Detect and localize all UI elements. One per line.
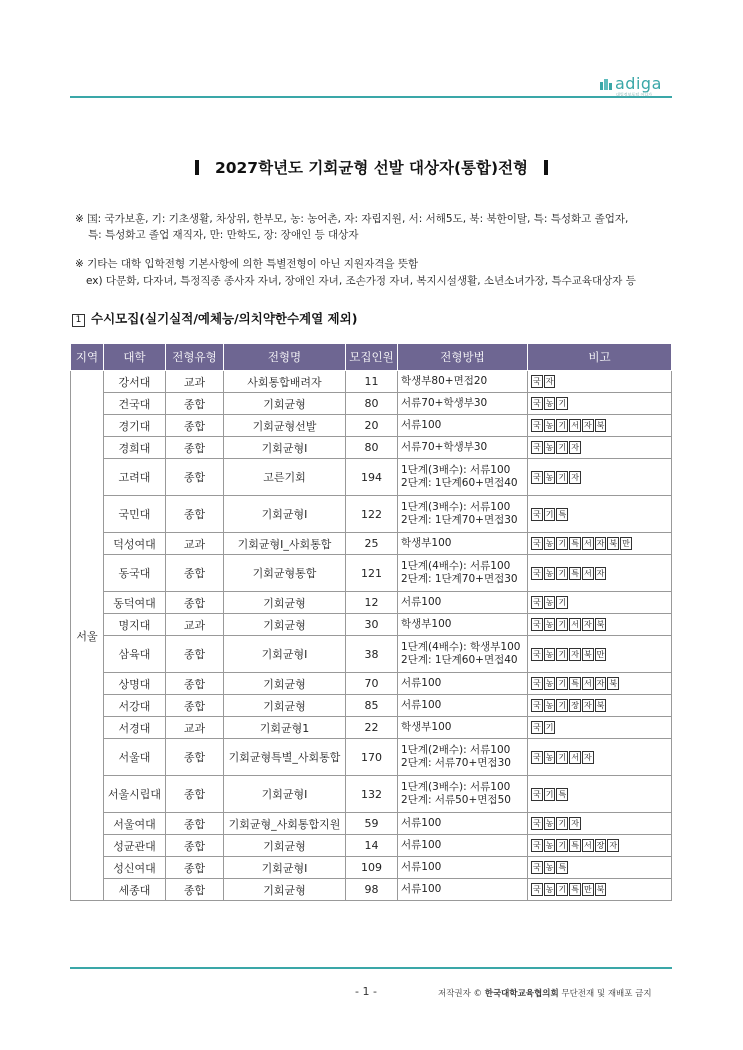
eligibility-tag: 국	[533, 649, 541, 659]
eligibility-tag: 농	[545, 620, 554, 630]
method-cell	[398, 393, 528, 415]
eligibility-tag: 국	[533, 472, 541, 482]
type-cell: 종합	[166, 459, 224, 496]
eligibility-tag: 자	[596, 679, 605, 689]
eligibility-tag: 국	[533, 679, 541, 689]
method-line: 1단계(3배수): 서류100	[401, 781, 511, 793]
university-cell: 명지대	[104, 614, 166, 636]
eligibility-tag: 기	[558, 649, 567, 659]
university-cell: 덕성여대	[104, 533, 166, 555]
remarks-cell	[528, 592, 672, 614]
program-name-cell: 기회균형	[224, 614, 346, 636]
table-row	[71, 393, 672, 415]
eligibility-tag: 농	[545, 568, 554, 578]
university-cell: 세종대	[104, 879, 166, 901]
method-line: 2단계: 1단계70+면접30	[401, 573, 518, 585]
eligibility-tag: 자	[583, 620, 592, 630]
logo-tagline: 대입정보포털 어디가	[616, 92, 653, 97]
remarks-cell	[528, 636, 672, 673]
program-name-cell: 기회균형Ⅰ	[224, 776, 346, 813]
type-cell: 종합	[166, 695, 224, 717]
remarks-cell	[528, 673, 672, 695]
program-name-cell: 기회균형Ⅰ_사회통합	[224, 533, 346, 555]
eligibility-tag: 특	[571, 885, 579, 895]
remarks-cell	[528, 695, 672, 717]
eligibility-tag: 자	[571, 443, 579, 453]
eligibility-tag: 자	[571, 472, 579, 482]
copyright-org: 한국대학교육협의회	[484, 989, 559, 999]
method-cell	[398, 555, 528, 592]
type-cell: 종합	[166, 496, 224, 533]
table-row	[71, 555, 672, 592]
eligibility-tag: 기	[558, 399, 567, 409]
eligibility-tag: 기	[558, 679, 567, 689]
page-title-text: 2027학년도 기회균형 선발 대상자(통합)전형	[214, 159, 529, 177]
remarks-cell	[528, 776, 672, 813]
method-cell	[398, 835, 528, 857]
remarks-cell	[528, 393, 672, 415]
eligibility-tag: 농	[545, 863, 554, 873]
program-name-cell: 기회균형Ⅰ	[224, 496, 346, 533]
university-cell: 서울여대	[104, 813, 166, 835]
type-cell: 교과	[166, 717, 224, 739]
eligibility-tag: 국	[533, 841, 541, 851]
column-header: 모집인원	[346, 344, 398, 371]
eligibility-tag: 국	[533, 620, 541, 630]
method-cell	[398, 415, 528, 437]
type-cell: 종합	[166, 393, 224, 415]
eligibility-tag: 농	[545, 539, 554, 549]
copyright-suffix: 무단전재 및 재배포 금지	[561, 989, 652, 999]
table-row	[71, 614, 672, 636]
university-cell: 삼육대	[104, 636, 166, 673]
eligibility-tag: 장	[596, 841, 605, 851]
eligibility-tag: 특	[558, 863, 567, 873]
method-line: 2단계: 서류70+면접30	[401, 757, 511, 769]
remarks-cell	[528, 555, 672, 592]
eligibility-tag: 북	[609, 539, 618, 549]
method-line: 서류70+학생부30	[401, 397, 488, 409]
eligibility-tag: 농	[545, 841, 554, 851]
eligibility-tag: 국	[533, 752, 541, 762]
university-cell: 서경대	[104, 717, 166, 739]
eligibility-tag: 농	[545, 819, 554, 829]
eligibility-tag: 서	[571, 421, 579, 431]
table-row	[71, 835, 672, 857]
eligibility-tag: 북	[609, 679, 618, 689]
eligibility-tag: 국	[533, 421, 541, 431]
eligibility-tag: 농	[545, 598, 554, 608]
method-line: 학생부100	[401, 618, 452, 630]
region-cell: 서울	[71, 371, 104, 901]
eligibility-tag: 농	[545, 421, 554, 431]
eligibility-tag: 국	[533, 509, 541, 519]
eligibility-tag: 국	[533, 863, 541, 873]
type-cell: 종합	[166, 415, 224, 437]
method-cell	[398, 614, 528, 636]
quota-cell: 98	[346, 879, 398, 901]
method-line: 서류70+학생부30	[401, 441, 488, 453]
eligibility-tag: 만	[596, 649, 605, 659]
type-cell: 종합	[166, 879, 224, 901]
method-cell	[398, 695, 528, 717]
remarks-cell	[528, 614, 672, 636]
eligibility-tag: 기	[558, 841, 567, 851]
program-name-cell: 기회균형특별_사회통합	[224, 739, 346, 776]
remarks-cell	[528, 739, 672, 776]
university-cell: 강서대	[104, 371, 166, 393]
other-note-1: ※ 기타는 대학 입학전형 기본사항에 의한 특별전형이 아닌 지원자격을 뜻함	[75, 258, 419, 270]
method-line: 2단계: 1단계60+면접40	[401, 654, 518, 666]
type-cell: 종합	[166, 437, 224, 459]
table-row	[71, 533, 672, 555]
method-line: 학생부80+면접20	[401, 375, 488, 387]
eligibility-tag: 국	[533, 443, 541, 453]
column-header: 비고	[528, 344, 672, 371]
eligibility-tag: 기	[558, 443, 567, 453]
eligibility-tag: 자	[545, 377, 554, 387]
quota-cell: 109	[346, 857, 398, 879]
program-name-cell: 기회균형Ⅰ	[224, 857, 346, 879]
eligibility-tag: 서	[571, 620, 579, 630]
page-title	[0, 156, 743, 178]
remarks-cell	[528, 496, 672, 533]
quota-cell: 121	[346, 555, 398, 592]
remarks-cell	[528, 437, 672, 459]
column-header: 전형방법	[398, 344, 528, 371]
eligibility-tag: 특	[571, 679, 579, 689]
type-cell: 교과	[166, 614, 224, 636]
remarks-cell	[528, 717, 672, 739]
eligibility-tag: 기	[558, 752, 567, 762]
type-cell: 종합	[166, 592, 224, 614]
header-rule	[70, 96, 672, 98]
eligibility-tag: 자	[571, 649, 579, 659]
copyright-notice	[438, 987, 652, 999]
type-cell: 종합	[166, 857, 224, 879]
method-cell	[398, 673, 528, 695]
table-row	[71, 496, 672, 533]
remarks-cell	[528, 835, 672, 857]
title-bar-left	[195, 160, 199, 175]
logo-wordmark: adiga	[615, 74, 662, 93]
method-line: 서류100	[401, 839, 442, 851]
remarks-cell	[528, 813, 672, 835]
eligibility-tag: 자	[571, 819, 579, 829]
footer-rule	[70, 967, 672, 969]
eligibility-tag: 북	[596, 885, 605, 895]
eligibility-tag: 국	[533, 539, 541, 549]
eligibility-tag: 북	[596, 620, 605, 630]
quota-cell: 59	[346, 813, 398, 835]
quota-cell: 12	[346, 592, 398, 614]
type-cell: 종합	[166, 673, 224, 695]
method-line: 서류100	[401, 596, 442, 608]
eligibility-tag: 기	[558, 568, 567, 578]
university-cell: 성균관대	[104, 835, 166, 857]
page-number: - 1 -	[355, 985, 377, 998]
table-row	[71, 459, 672, 496]
eligibility-tag: 만	[622, 539, 630, 549]
type-cell: 종합	[166, 813, 224, 835]
program-name-cell: 기회균형	[224, 695, 346, 717]
method-cell	[398, 592, 528, 614]
method-cell	[398, 459, 528, 496]
quota-cell: 80	[346, 393, 398, 415]
program-name-cell: 기회균형	[224, 673, 346, 695]
eligibility-tag: 기	[558, 539, 567, 549]
eligibility-tag: 서	[583, 679, 592, 689]
eligibility-tag: 자	[596, 568, 605, 578]
remarks-cell	[528, 459, 672, 496]
method-cell	[398, 776, 528, 813]
eligibility-tag: 기	[558, 472, 567, 482]
eligibility-tag: 자	[583, 701, 592, 711]
method-line: 서류100	[401, 817, 442, 829]
university-cell: 서울대	[104, 739, 166, 776]
method-cell	[398, 813, 528, 835]
eligibility-tag: 국	[533, 789, 541, 799]
section-title	[72, 309, 357, 327]
legend-note-1: ※ 国: 국가보훈, 기: 기초생활, 차상위, 한부모, 농: 농어촌, 자: 자립지원, 서: 서해5도, 북: 북한이탈, 특: 특성화고 졸업자,	[75, 213, 629, 225]
university-cell: 상명대	[104, 673, 166, 695]
table-row	[71, 673, 672, 695]
method-cell	[398, 533, 528, 555]
method-line: 1단계(4배수): 서류100	[401, 560, 511, 572]
eligibility-tag: 서	[583, 539, 592, 549]
method-line: 서류100	[401, 861, 442, 873]
quota-cell: 38	[346, 636, 398, 673]
type-cell: 종합	[166, 776, 224, 813]
quota-cell: 80	[346, 437, 398, 459]
quota-cell: 25	[346, 533, 398, 555]
remarks-cell	[528, 415, 672, 437]
eligibility-tag: 국	[533, 723, 541, 733]
program-name-cell: 기회균형	[224, 592, 346, 614]
program-name-cell: 기회균형통합	[224, 555, 346, 592]
eligibility-tag: 서	[571, 752, 579, 762]
eligibility-tag: 국	[533, 598, 541, 608]
eligibility-tag: 장	[571, 701, 579, 711]
eligibility-tag: 국	[533, 885, 541, 895]
eligibility-tag: 특	[558, 789, 567, 799]
remarks-cell	[528, 533, 672, 555]
section-number: 1	[72, 314, 85, 327]
eligibility-tag: 특	[571, 841, 579, 851]
table-row	[71, 592, 672, 614]
eligibility-tag: 농	[545, 649, 554, 659]
method-cell	[398, 437, 528, 459]
method-line: 서류100	[401, 419, 442, 431]
eligibility-tag: 농	[545, 399, 554, 409]
university-cell: 국민대	[104, 496, 166, 533]
eligibility-tag: 기	[558, 598, 567, 608]
method-line: 2단계: 서류50+면접50	[401, 794, 511, 806]
program-name-cell: 기회균형1	[224, 717, 346, 739]
quota-cell: 170	[346, 739, 398, 776]
method-line: 서류100	[401, 677, 442, 689]
table-row	[71, 879, 672, 901]
eligibility-tag: 북	[596, 421, 605, 431]
type-cell: 종합	[166, 636, 224, 673]
table-body	[71, 371, 672, 901]
eligibility-tag: 기	[558, 819, 567, 829]
table-row	[71, 717, 672, 739]
university-cell: 동덕여대	[104, 592, 166, 614]
type-cell: 교과	[166, 371, 224, 393]
type-cell: 종합	[166, 555, 224, 592]
method-cell	[398, 496, 528, 533]
university-cell: 건국대	[104, 393, 166, 415]
table-row	[71, 857, 672, 879]
method-cell	[398, 857, 528, 879]
eligibility-tag: 국	[533, 568, 541, 578]
university-cell: 고려대	[104, 459, 166, 496]
eligibility-tag: 기	[545, 789, 554, 799]
title-bar-right	[544, 160, 548, 175]
university-cell: 동국대	[104, 555, 166, 592]
university-cell: 서울시립대	[104, 776, 166, 813]
eligibility-tag: 특	[571, 539, 579, 549]
eligibility-tag: 농	[545, 701, 554, 711]
table-row	[71, 695, 672, 717]
column-header: 지역	[71, 344, 104, 371]
eligibility-tag: 특	[571, 568, 579, 578]
eligibility-tag: 농	[545, 679, 554, 689]
program-name-cell: 기회균형	[224, 393, 346, 415]
legend-note-2: 특: 특성화고 졸업 재직자, 만: 만학도, 장: 장애인 등 대상자	[88, 229, 359, 241]
column-header: 대학	[104, 344, 166, 371]
program-name-cell: 기회균형	[224, 835, 346, 857]
table-row	[71, 371, 672, 393]
program-name-cell: 기회균형_사회통합지원	[224, 813, 346, 835]
table-row	[71, 636, 672, 673]
eligibility-tag: 농	[545, 443, 554, 453]
building-icon	[600, 79, 613, 90]
eligibility-tag: 국	[533, 377, 541, 387]
eligibility-tag: 자	[583, 421, 592, 431]
quota-cell: 20	[346, 415, 398, 437]
method-cell	[398, 717, 528, 739]
type-cell: 교과	[166, 533, 224, 555]
program-name-cell: 기회균형Ⅰ	[224, 636, 346, 673]
eligibility-tag: 농	[545, 752, 554, 762]
eligibility-tag: 농	[545, 885, 554, 895]
eligibility-tag: 기	[558, 421, 567, 431]
quota-cell: 11	[346, 371, 398, 393]
eligibility-tag: 농	[545, 472, 554, 482]
table-row	[71, 813, 672, 835]
eligibility-tag: 자	[583, 752, 592, 762]
admission-table	[70, 343, 672, 901]
method-cell	[398, 371, 528, 393]
university-cell: 성신여대	[104, 857, 166, 879]
remarks-cell	[528, 879, 672, 901]
quota-cell: 30	[346, 614, 398, 636]
eligibility-tag: 기	[558, 701, 567, 711]
eligibility-tag: 북	[583, 649, 592, 659]
other-note-2: ex) 다문화, 다자녀, 특정직종 종사자 자녀, 장애인 자녀, 조손가정 자녀, 복지시설생활, 소년소녀가장, 특수교육대상자 등	[86, 275, 636, 287]
method-cell	[398, 879, 528, 901]
eligibility-tag: 기	[558, 885, 567, 895]
eligibility-tag: 국	[533, 399, 541, 409]
adiga-logo	[598, 74, 678, 100]
quota-cell: 194	[346, 459, 398, 496]
eligibility-tag: 특	[558, 509, 567, 519]
copyright-prefix: 저작권자 ©	[438, 989, 483, 999]
eligibility-tag: 국	[533, 701, 541, 711]
eligibility-tag: 서	[583, 841, 592, 851]
university-cell: 서강대	[104, 695, 166, 717]
quota-cell: 14	[346, 835, 398, 857]
university-cell: 경희대	[104, 437, 166, 459]
type-cell: 종합	[166, 835, 224, 857]
eligibility-tag: 기	[558, 620, 567, 630]
remarks-cell	[528, 371, 672, 393]
table-row	[71, 415, 672, 437]
table-header-row	[71, 344, 672, 371]
method-line: 1단계(3배수): 서류100	[401, 464, 511, 476]
program-name-cell: 기회균형	[224, 879, 346, 901]
eligibility-tag: 자	[596, 539, 605, 549]
method-line: 서류100	[401, 699, 442, 711]
table-row	[71, 776, 672, 813]
quota-cell: 122	[346, 496, 398, 533]
method-line: 1단계(4배수): 학생부100	[401, 641, 521, 653]
eligibility-tag: 서	[583, 568, 592, 578]
method-cell	[398, 636, 528, 673]
eligibility-tag: 만	[583, 885, 592, 895]
column-header: 전형명	[224, 344, 346, 371]
type-cell: 종합	[166, 739, 224, 776]
eligibility-tag: 국	[533, 819, 541, 829]
eligibility-tag: 북	[596, 701, 605, 711]
method-line: 1단계(2배수): 서류100	[401, 744, 511, 756]
table-row	[71, 739, 672, 776]
program-name-cell: 사회통합배려자	[224, 371, 346, 393]
method-cell	[398, 739, 528, 776]
remarks-cell	[528, 857, 672, 879]
method-line: 1단계(3배수): 서류100	[401, 501, 511, 513]
column-header: 전형유형	[166, 344, 224, 371]
method-line: 2단계: 1단계70+면접30	[401, 514, 518, 526]
method-line: 2단계: 1단계60+면접40	[401, 477, 518, 489]
method-line: 학생부100	[401, 537, 452, 549]
method-line: 학생부100	[401, 721, 452, 733]
quota-cell: 132	[346, 776, 398, 813]
program-name-cell: 고른기회	[224, 459, 346, 496]
eligibility-tag: 기	[545, 723, 554, 733]
method-line: 서류100	[401, 883, 442, 895]
quota-cell: 70	[346, 673, 398, 695]
section-title-text: 수시모집(실기실적/예체능/의치약한수계열 제외)	[91, 311, 358, 326]
eligibility-tag: 기	[545, 509, 554, 519]
eligibility-tag: 자	[609, 841, 618, 851]
program-name-cell: 기회균형선발	[224, 415, 346, 437]
university-cell: 경기대	[104, 415, 166, 437]
program-name-cell: 기회균형Ⅰ	[224, 437, 346, 459]
table-row	[71, 437, 672, 459]
quota-cell: 85	[346, 695, 398, 717]
quota-cell: 22	[346, 717, 398, 739]
